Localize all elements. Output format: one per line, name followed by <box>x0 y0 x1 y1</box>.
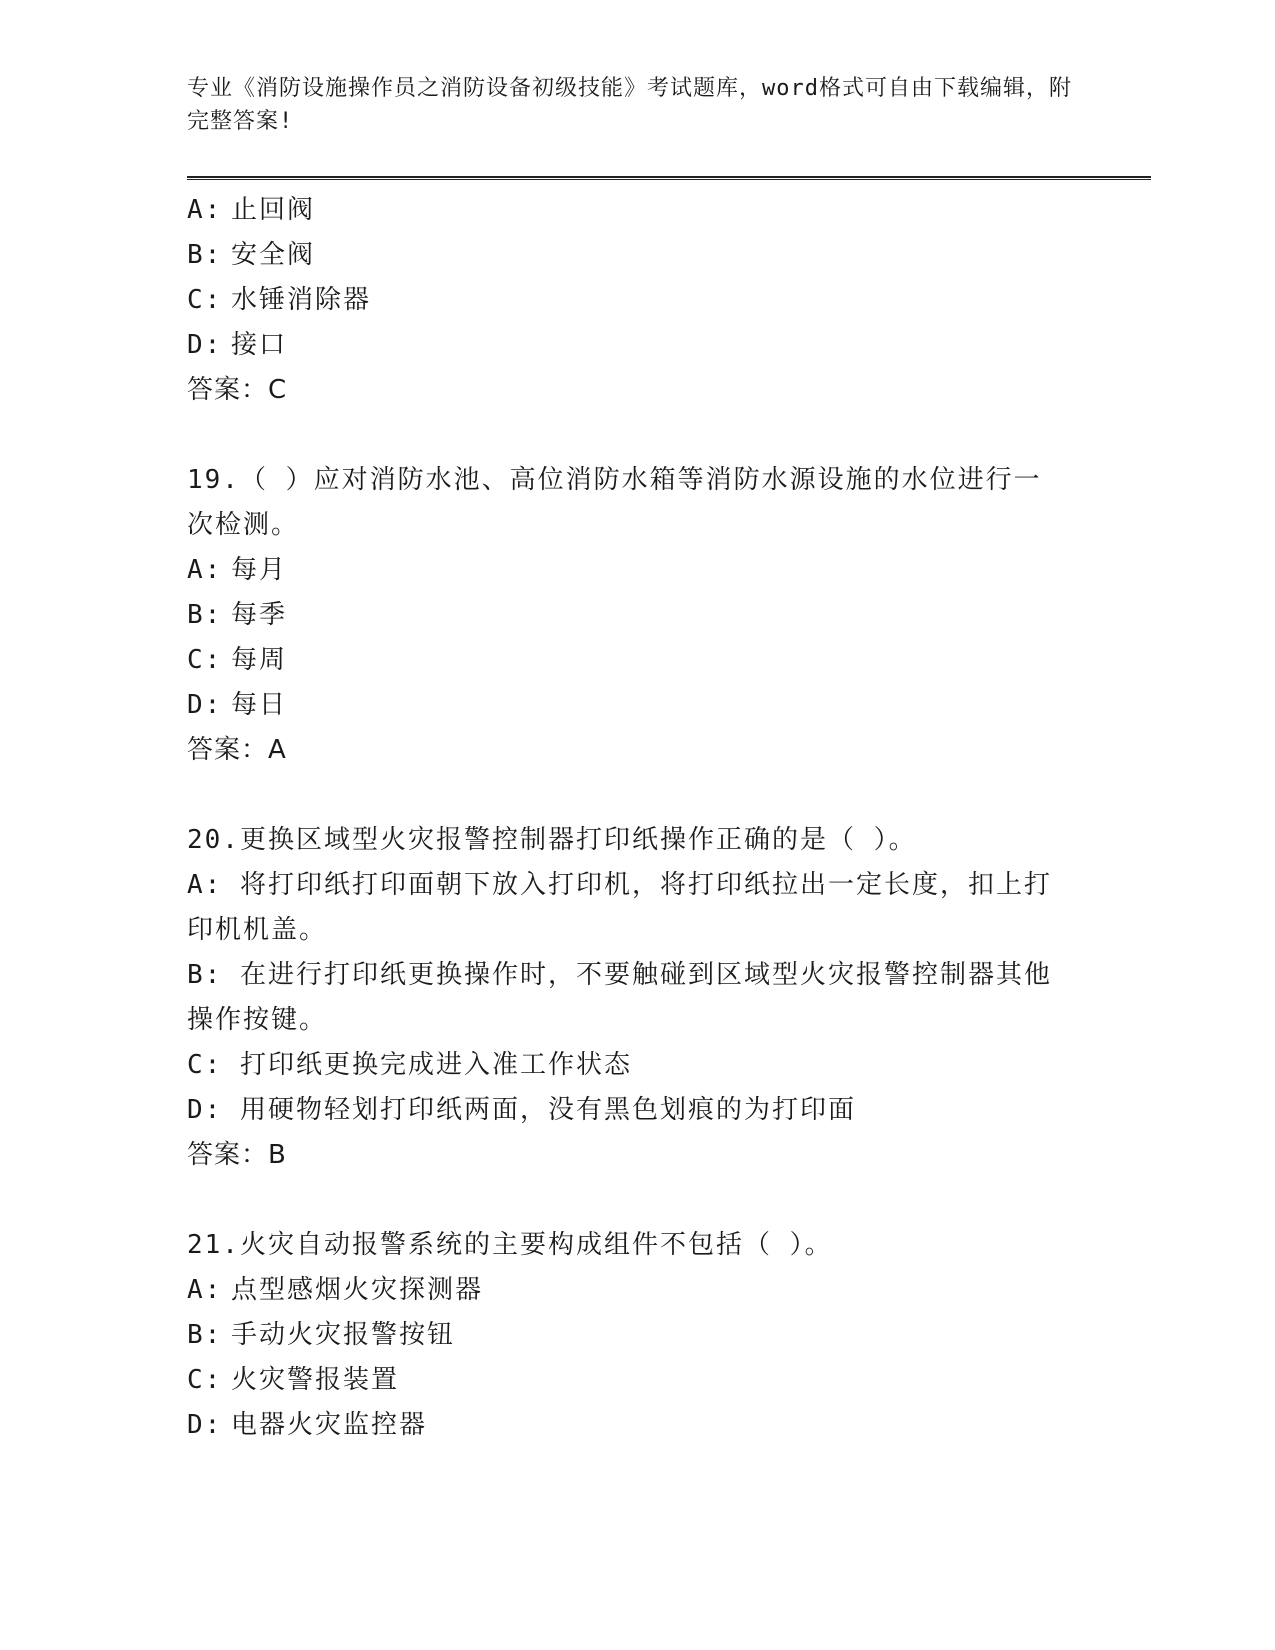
q21-option-c <box>187 1357 399 1403</box>
q19-stem-line1: 19.（ ）应对消防水池、高位消防水箱等消防水源设施的水位进行一 <box>187 465 1042 495</box>
q19-option-b <box>187 592 287 638</box>
option-text: 点型感烟火灾探测器 <box>231 1275 484 1305</box>
header-divider <box>187 176 1151 180</box>
option-text: 电器火灾监控器 <box>231 1410 428 1440</box>
option-letter: D: <box>187 330 223 360</box>
option-text: 安全阀 <box>231 240 316 270</box>
q20-option-b-line2: 操作按键。 <box>187 1005 328 1035</box>
q18-answer: 答案：C <box>187 375 288 405</box>
option-text: 火灾警报装置 <box>231 1365 400 1395</box>
option-text: 每日 <box>231 690 288 720</box>
q20-option-a-line2: 印机机盖。 <box>187 915 328 945</box>
option-letter: A: <box>187 555 223 585</box>
option-text: 止回阀 <box>231 195 316 225</box>
option-text: 每季 <box>231 600 288 630</box>
q18-option-b <box>187 232 315 278</box>
option-letter: B: <box>187 600 223 630</box>
option-letter: A: <box>187 1275 223 1305</box>
header-note: 专业《消防设施操作员之消防设备初级技能》考试题库，word格式可自由下载编辑，附完整答案! <box>187 76 1072 134</box>
option-letter: B: <box>187 1320 223 1350</box>
option-letter: C: <box>187 285 223 315</box>
q19-option-d <box>187 682 287 728</box>
q19-option-a <box>187 547 287 593</box>
q19-answer: 答案：A <box>187 735 287 765</box>
q21-option-d <box>187 1402 427 1448</box>
option-text: 接口 <box>231 330 288 360</box>
option-letter: D: <box>187 690 223 720</box>
q18-option-c <box>187 277 371 323</box>
option-letter: A: <box>187 195 223 225</box>
q20-option-a-line1: A: 将打印纸打印面朝下放入打印机，将打印纸拉出一定长度，扣上打 <box>187 870 1052 900</box>
option-text: 每月 <box>231 555 288 585</box>
q21-option-a <box>187 1267 483 1313</box>
q20-option-c: C: 打印纸更换完成进入准工作状态 <box>187 1050 632 1080</box>
option-letter: B: <box>187 240 223 270</box>
option-text: 水锤消除器 <box>231 285 372 315</box>
option-text: 手动火灾报警按钮 <box>231 1320 456 1350</box>
q20-option-d: D: 用硬物轻划打印纸两面，没有黑色划痕的为打印面 <box>187 1095 856 1125</box>
q18-option-d <box>187 322 287 368</box>
q21-stem: 21.火灾自动报警系统的主要构成组件不包括（ ）。 <box>187 1230 833 1260</box>
q20-stem: 20.更换区域型火灾报警控制器打印纸操作正确的是（ ）。 <box>187 825 917 855</box>
q20-option-b-line1: B: 在进行打印纸更换操作时，不要触碰到区域型火灾报警控制器其他 <box>187 960 1052 990</box>
option-letter: D: <box>187 1410 223 1440</box>
q21-option-b <box>187 1312 455 1358</box>
q18-option-a <box>187 187 315 233</box>
option-text: 每周 <box>231 645 288 675</box>
q20-answer: 答案：B <box>187 1140 287 1170</box>
q19-option-c <box>187 637 287 683</box>
option-letter: C: <box>187 645 223 675</box>
q19-stem-line2: 次检测。 <box>187 510 300 540</box>
option-letter: C: <box>187 1365 223 1395</box>
